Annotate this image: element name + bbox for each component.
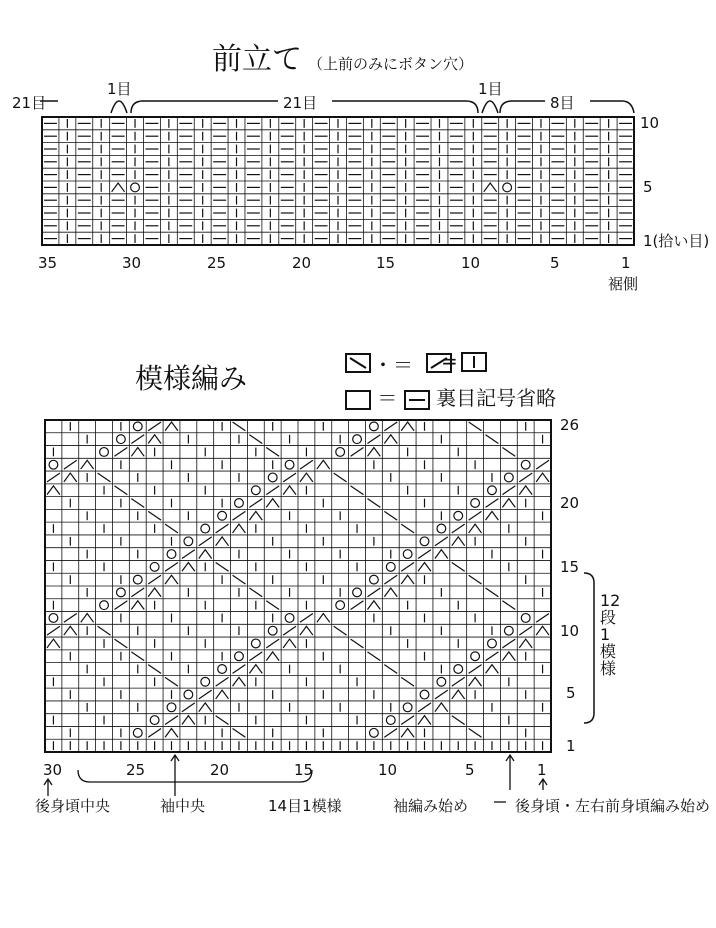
chart2-col-20: 20 — [210, 761, 230, 779]
chart1-row-1: 1(拾い目) — [643, 232, 710, 250]
chart1-col-5: 5 — [550, 254, 560, 272]
chart1-row-10: 10 — [640, 114, 660, 132]
chart1-col-25: 25 — [207, 254, 227, 272]
chart1-col-1: 1 — [621, 254, 631, 272]
label-1-right: 1目 — [478, 80, 503, 98]
legend-note: 裏目記号省略 — [436, 386, 557, 410]
label-21-left: 21目 — [12, 94, 47, 112]
chart2-col-1: 1 — [537, 761, 547, 779]
legend-line2-text: ＝ — [377, 386, 398, 410]
label-8-right: 8目 — [550, 94, 575, 112]
label-21-mid: 21目 — [283, 94, 318, 112]
chart2-row-1: 1 — [566, 737, 576, 755]
chart1-subtitle: （上前のみにボタン穴） — [308, 55, 474, 73]
chart2-col-30: 30 — [43, 761, 63, 779]
chart1-col-20: 20 — [292, 254, 312, 272]
chart2-row-26: 26 — [560, 416, 580, 434]
chart1-col-30: 30 — [122, 254, 142, 272]
chart2-row-15: 15 — [560, 558, 580, 576]
chart2-row-5: 5 — [566, 684, 576, 702]
legend-line1-text: ・＝ — [373, 353, 413, 377]
chart2-col-10: 10 — [378, 761, 398, 779]
chart1-title: 前立て （上前のみにボタン穴） — [212, 42, 474, 77]
legend-decrease: ・＝ = — [345, 349, 452, 373]
back-center-label: 後身頃中央 — [35, 797, 111, 815]
chart1-col-35: 35 — [38, 254, 58, 272]
repeat-label: 12段1模様 — [600, 591, 621, 678]
repeat-width-label: 14目1模様 — [268, 797, 342, 815]
chart1-col-15: 15 — [376, 254, 396, 272]
chart2-col-25: 25 — [126, 761, 146, 779]
chart2-row-10: 10 — [560, 622, 580, 640]
chart2-col-5: 5 — [465, 761, 475, 779]
chart2-title: 模様編み — [135, 362, 248, 395]
chart2-col-15: 15 — [294, 761, 314, 779]
chart1-col-10: 10 — [461, 254, 481, 272]
label-1-left: 1目 — [107, 80, 132, 98]
hem-side-label: 裾側 — [608, 275, 639, 293]
body-start-label: 後身頃・左右前身頃編み始め — [515, 797, 711, 815]
chart2-row-20: 20 — [560, 494, 580, 512]
chart1-row-5: 5 — [643, 178, 653, 196]
sleeve-start-label: 袖編み始め — [393, 797, 469, 815]
sleeve-center-label: 袖中央 — [160, 797, 206, 815]
